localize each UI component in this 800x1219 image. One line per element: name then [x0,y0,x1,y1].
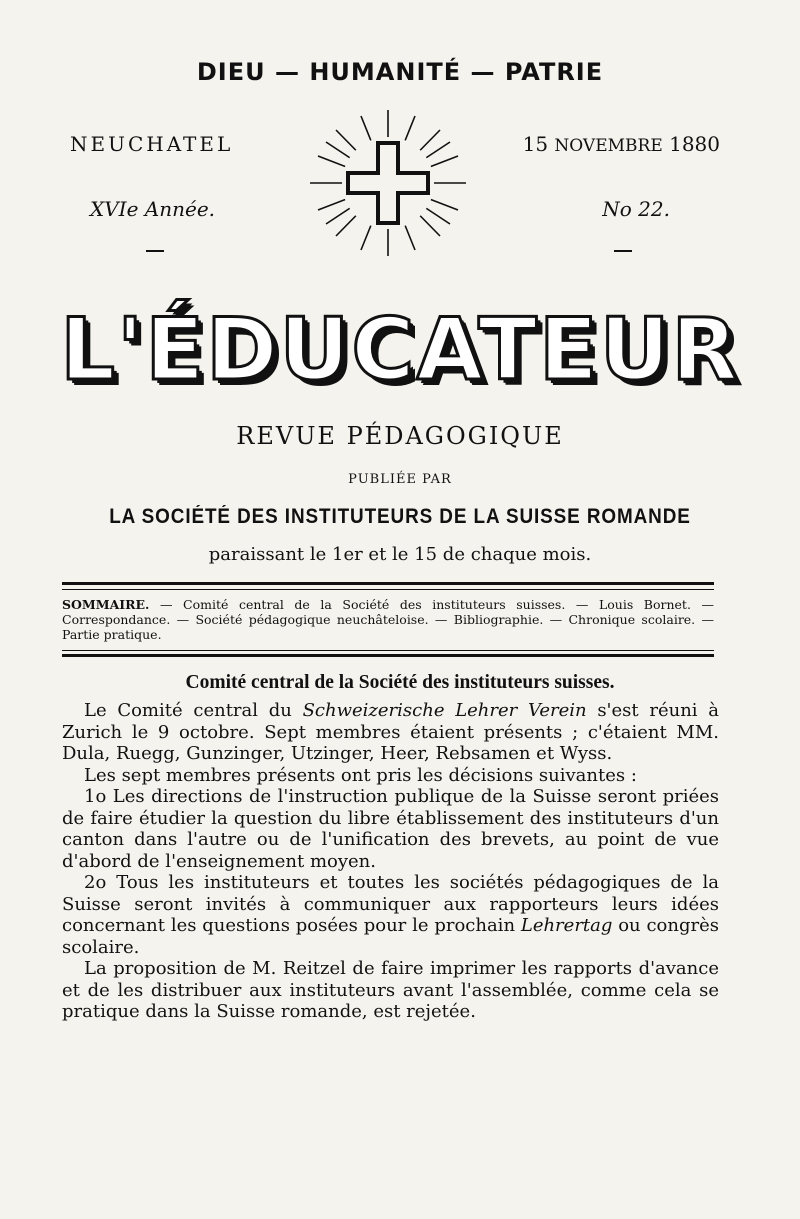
text-run: Le Comité central du [84,700,303,721]
sommaire-label: SOMMAIRE. [62,597,150,612]
paragraph [62,700,719,765]
table-of-contents [62,597,714,642]
paragraph [62,872,719,958]
text-run: ou congrès scolaire. [62,915,719,958]
rule-bottom-thin [62,650,714,651]
swiss-cross-emblem-icon [306,108,470,258]
motto: DIEU — HUMANITÉ — PATRIE [196,58,604,86]
date-day: 15 [522,132,549,156]
italic-text: Schweizerische Lehrer Verein [302,700,587,721]
paragraph: Les sept membres présents ont pris les décisions suivantes : [84,764,637,786]
issue-date [523,132,720,156]
text-run: 2o Tous les instituteurs et toutes les sociétés pédagogiques de la Suisse seront invités à communiquer aux rapporteurs leurs idées concernant les questions posées pour le prochain [62,872,719,936]
published-by: PUBLIÉE PAR [348,472,452,487]
rule-bottom-thick [62,654,714,657]
publishing-society: LA SOCIÉTÉ DES INSTITUTEURS DE LA SUISSE ROMANDE [109,505,691,528]
year-label: XVIe Année. [90,197,216,221]
article-heading: Comité central de la Société des instituteurs suisses. [185,672,615,693]
date-year: 1880 [669,132,720,156]
journal-subtitle: REVUE PÉDAGOGIQUE [236,422,564,450]
text-run: s'est réuni à Zurich le 9 octobre. Sept membres étaient présents ; c'étaient MM. Dula, Ruegg, Gunzinger, Utzinger, Heer, Rebsamen et Wyss. [62,700,719,764]
publication-frequency: paraissant le 1er et le 15 de chaque mois. [208,544,592,565]
date-month: NOVEMBRE [554,136,663,156]
journal-title: L'ÉDUCATEUR [60,300,740,400]
italic-text: Lehrertag [520,915,613,936]
publication-place: NEUCHATEL [70,132,234,156]
issue-number: No 22. [602,197,670,221]
rule-top-thick [62,582,714,585]
divider-dash [146,250,164,252]
paragraph: 1o Les directions de l'instruction publique de la Suisse seront priées de faire étudier la question du libre établissement des instituteurs d'un canton dans l'autre ou de l'unification des brevets, au point de vue d'abord de l'enseignement moyen. [62,786,719,872]
divider-dash [614,250,632,252]
article-body [62,700,719,1023]
paragraph: La proposition de M. Reitzel de faire imprimer les rapports d'avance et de les distribuer aux instituteurs avant l'assemblée, comme cela se pratique dans la Suisse romande, est rejetée. [62,958,719,1022]
rule-top-thin [62,589,714,590]
sommaire-text: — Comité central de la Société des instituteurs suisses. — Louis Bornet. — Correspondance. — Société pédagogique neuchâteloise. — Bibliographie. — Chronique scolaire. — Partie pratique. [62,597,714,642]
